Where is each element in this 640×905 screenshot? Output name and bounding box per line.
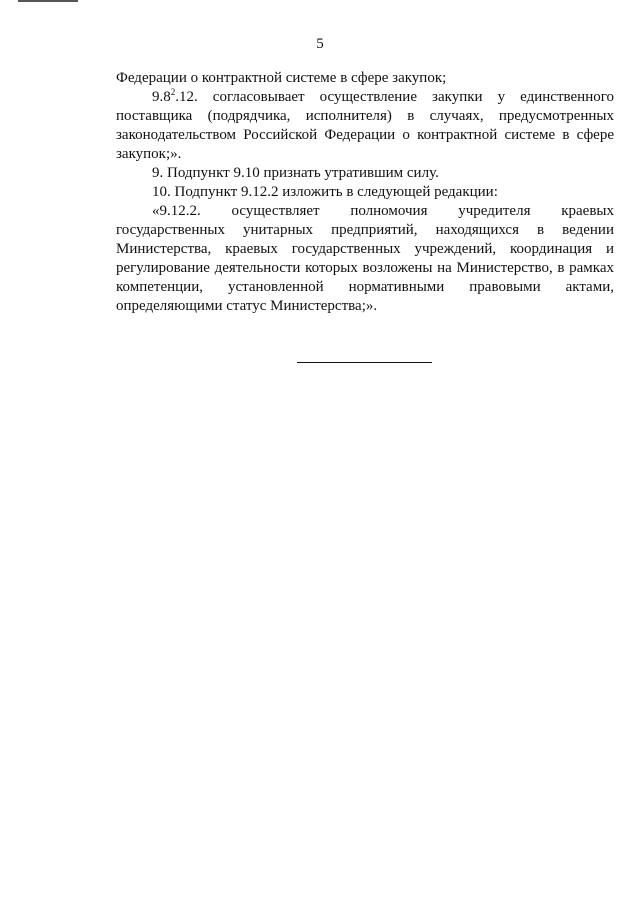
paragraph-item-9-8-2-12 xyxy=(116,88,614,164)
paragraph-item-9: 9. Подпункт 9.10 признать утратившим силу. xyxy=(152,165,439,181)
paragraph-new-subitem-9-12-2: «9.12.2. осуществляет полномочия учредителя краевых государственных унитарных предприятий, находящихся в ведении Министерства, краевых государственных учреждений, координация и регулирование деятельности которых возложены на Министерство, в рамках компетенции, установленной нормативными правовыми актами, определяющими статус Министерства;». xyxy=(116,203,614,314)
paragraph-continuation: Федерации о контрактной системе в сфере закупок; xyxy=(116,70,447,86)
item-text: .12. согласовывает осуществление закупки у единственного поставщика (подрядчика, исполнителя) в случаях, предусмотренных законодательством Российской Федерации о контрактной системе в сфере закупок;». xyxy=(116,89,614,162)
item-number-prefix: 9.8 xyxy=(152,89,171,105)
paragraph-item-10: 10. Подпункт 9.12.2 изложить в следующей редакции: xyxy=(152,184,498,200)
item-number-superscript: 2 xyxy=(170,87,176,97)
top-left-scan-mark xyxy=(18,0,78,2)
page-number: 5 xyxy=(316,36,324,52)
document-body xyxy=(116,69,614,316)
end-divider-line xyxy=(297,362,432,363)
